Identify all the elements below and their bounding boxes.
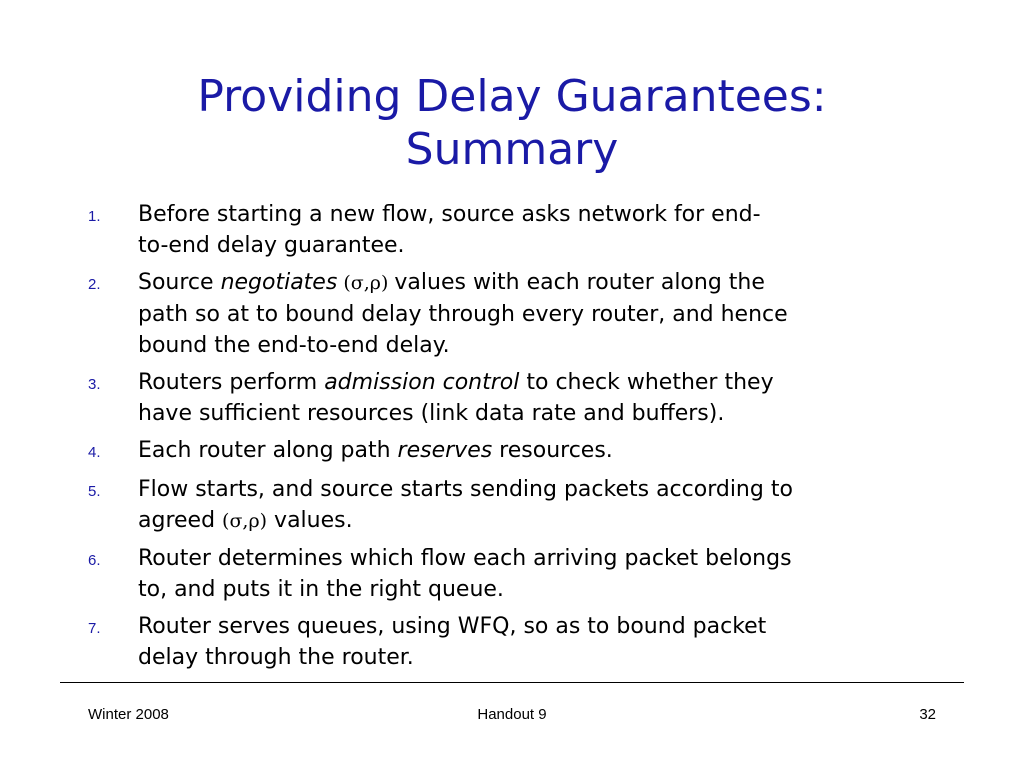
slide-title-line-1: Providing Delay Guarantees: [197, 71, 827, 122]
list-text-7-line-2: delay through the router. [138, 645, 414, 670]
list-text-4-rest: resources. [492, 438, 613, 463]
list-text-4-lead: Each router along path [138, 438, 398, 463]
list-text-6 [138, 543, 948, 605]
list-number-3: 3. [88, 376, 101, 393]
list-text-1-line-2: to-end delay guarantee. [138, 233, 405, 258]
list-number-7: 7. [88, 620, 101, 637]
slide-number: 32 [919, 706, 936, 723]
footer-divider [60, 682, 964, 683]
list-text-1 [138, 199, 948, 261]
list-text-7 [138, 611, 948, 673]
list-text-3-lead: Routers perform [138, 370, 325, 395]
list-item-7 [88, 611, 948, 673]
list-text-3 [138, 367, 948, 429]
list-text-2-emphasis: negotiates [220, 270, 338, 295]
footer-handout: Handout 9 [477, 706, 547, 723]
list-text-3-emphasis: admission control [324, 370, 520, 395]
list-item-2 [88, 267, 948, 361]
list-text-4 [138, 435, 948, 466]
list-text-1-line-1: Before starting a new flow, source asks network for end- [138, 202, 761, 227]
list-text-2-line-3: bound the end-to-end delay. [138, 333, 450, 358]
list-text-2 [138, 267, 948, 361]
list-text-2-rest: values with each router along the [394, 270, 765, 295]
list-text-2-lead: Source [138, 270, 221, 295]
list-number-5: 5. [88, 483, 101, 500]
list-item-4 [88, 435, 948, 468]
list-text-4-emphasis: reserves [397, 438, 493, 463]
list-text-2-line-2: path so at to bound delay through every router, and hence [138, 302, 788, 327]
list-number-4: 4. [88, 444, 101, 461]
list-text-5 [138, 474, 948, 537]
sigma-rho-symbol: (σ,ρ) [222, 510, 268, 532]
list-number-6: 6. [88, 552, 101, 569]
list-text-5-rest: values. [267, 508, 353, 533]
list-text-6-line-1: Router determines which flow each arriving packet belongs [138, 546, 792, 571]
list-item-6 [88, 543, 948, 605]
list-text-3-line-2: have sufficient resources (link data rate and buffers). [138, 401, 725, 426]
slide-title-line-2: Summary [405, 124, 619, 175]
list-number-2: 2. [88, 276, 101, 293]
list-text-5-line-1: Flow starts, and source starts sending packets according to [138, 477, 793, 502]
footer-date: Winter 2008 [88, 706, 169, 723]
list-text-7-line-1: Router serves queues, using WFQ, so as to bound packet [138, 614, 767, 639]
slide-title [60, 70, 964, 176]
summary-list [88, 199, 948, 679]
list-item-3 [88, 367, 948, 429]
list-number-1: 1. [88, 208, 101, 225]
list-item-1 [88, 199, 948, 261]
list-text-6-line-2: to, and puts it in the right queue. [138, 577, 504, 602]
list-item-5 [88, 474, 948, 537]
list-text-5-lead: agreed [138, 508, 223, 533]
list-text-3-rest: to check whether they [519, 370, 774, 395]
sigma-rho-symbol: (σ,ρ) [337, 272, 395, 294]
